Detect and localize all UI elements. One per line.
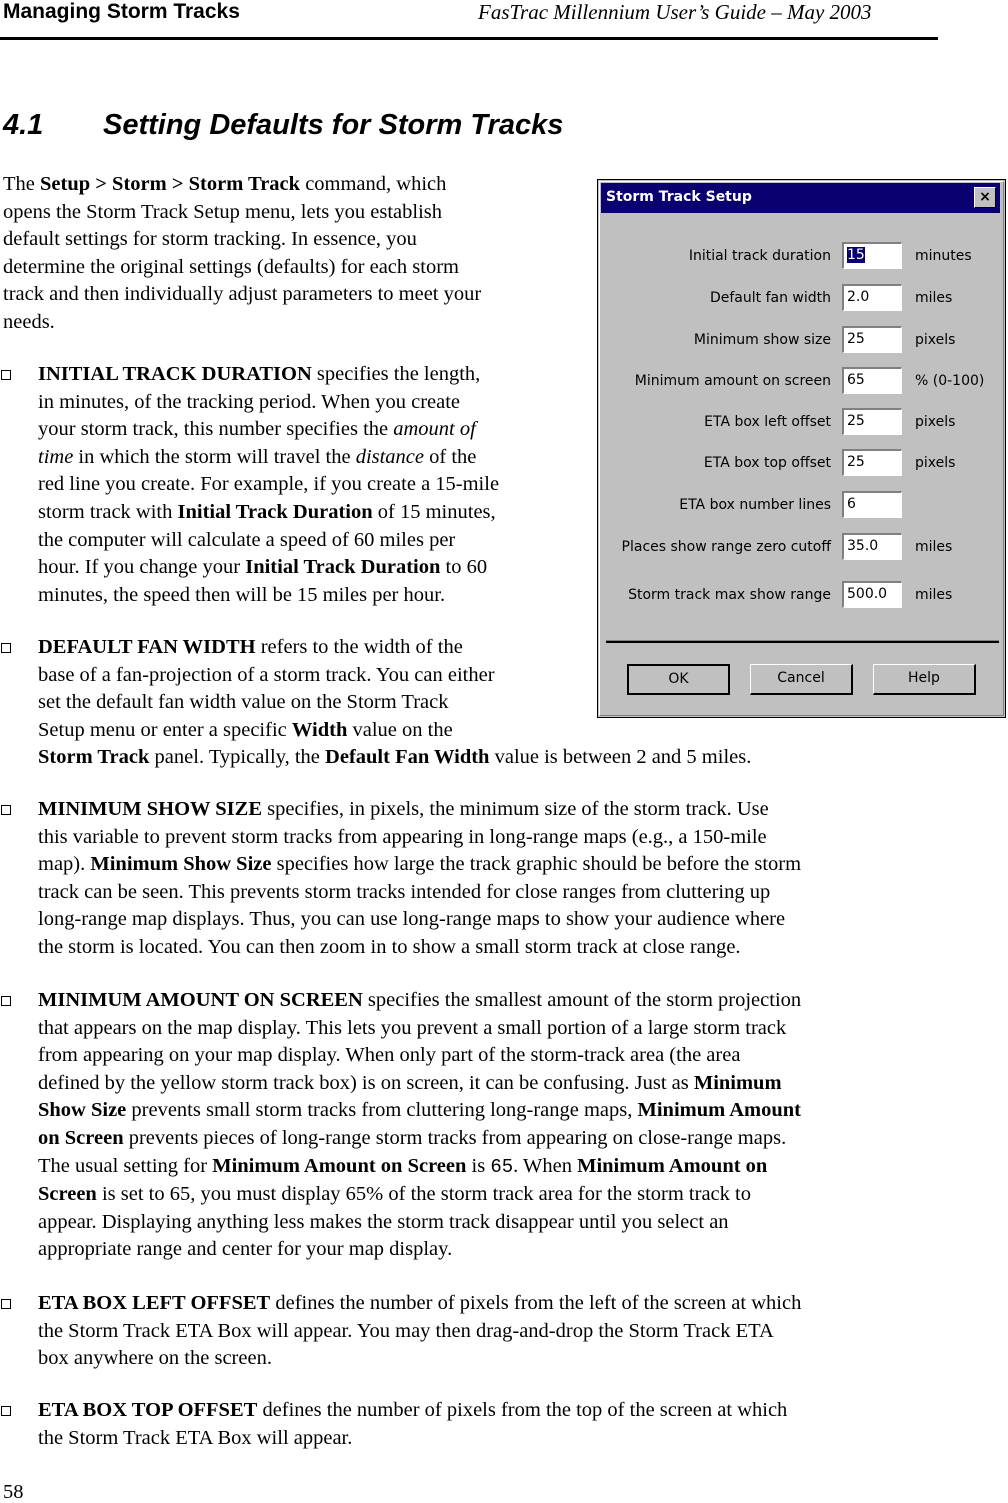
checkbox-bullet-icon: [1, 370, 11, 380]
eta-box-left-offset-input[interactable]: 25: [842, 408, 902, 435]
field-label: Initial track duration: [688, 248, 831, 264]
field-row-minimum-show-size: [598, 326, 1007, 354]
bullet-eta-box-left-offset: ETA BOX LEFT OFFSET defines the number of pixels from the left of the screen at which the Storm Track ETA Box will appear. You may then drag-and-drop the Storm Track ETA box anywhere on the screen.: [38, 1290, 801, 1373]
bullet-default-fan-width: DEFAULT FAN WIDTH refers to the width of the base of a fan-projection of a storm track. You can either set the default fan width value on the Storm Track Setup menu or enter a specific Width value on the Storm Track panel. Typically, the Default Fan Width value is between 2 and 5 miles.: [38, 634, 751, 772]
intro-paragraph: The Setup > Storm > Storm Track command, which opens the Storm Track Setup menu, lets you establish default settings for storm tracking. In essence, you determine the original settings (defaults) for each storm track and then individually adjust parameters to meet your needs.: [3, 173, 482, 333]
field-unit: pixels: [915, 414, 956, 430]
bullet-minimum-show-size: MINIMUM SHOW SIZE specifies, in pixels, the minimum size of the storm track. Use this variable to prevent storm tracks from appearing in long-range maps (e.g., a 150-mile map). Minimum Show Size specifies how large the track graphic should be before the storm track can be seen. This prevents storm tracks intended for close ranges from cluttering up long-range map displays. Thus, you can use long-range maps to show your audience where the storm is located. You can then zoom in to show a small storm track at close range.: [38, 796, 801, 962]
section-number: 4.1: [3, 109, 44, 141]
field-label: Places show range zero cutoff: [621, 539, 831, 555]
initial-track-duration-input[interactable]: 15: [842, 242, 902, 269]
field-label: ETA box number lines: [679, 497, 831, 513]
running-header-guide: FasTrac Millennium User’s Guide – May 2003: [478, 0, 872, 24]
field-row-eta-box-top-offset: [598, 449, 1007, 477]
eta-box-number-lines-input[interactable]: 6: [842, 491, 902, 518]
checkbox-bullet-icon: [1, 1406, 11, 1416]
field-row-initial-track-duration: [598, 242, 1007, 270]
field-unit: % (0-100): [915, 373, 985, 389]
field-label: ETA box left offset: [704, 414, 831, 430]
dialog-title: Storm Track Setup: [606, 189, 752, 205]
minimum-amount-on-screen-input[interactable]: 65: [842, 367, 902, 394]
field-label: ETA box top offset: [703, 455, 831, 471]
eta-box-top-offset-input[interactable]: 25: [842, 449, 902, 476]
ok-button[interactable]: OK: [627, 664, 730, 695]
checkbox-bullet-icon: [1, 643, 11, 653]
field-label: Minimum amount on screen: [634, 373, 831, 389]
field-unit: minutes: [915, 248, 972, 264]
cancel-button[interactable]: Cancel: [750, 664, 853, 695]
dialog-separator-shadow: [606, 641, 999, 643]
bullet-initial-track-duration: INITIAL TRACK DURATION specifies the length, in minutes, of the tracking period. When you create your storm track, this number specifies the amount of time in which the storm will travel the distance of the red line you create. For example, if you create a 15-mile storm track with Initial Track Duration of 15 minutes, the computer will calculate a speed of 60 miles per hour. If you change your Initial Track Duration to 60 minutes, the speed then will be 15 miles per hour.: [38, 361, 499, 609]
running-header-title: Managing Storm Tracks: [3, 0, 240, 23]
checkbox-bullet-icon: [1, 1299, 11, 1309]
field-label: Minimum show size: [693, 332, 831, 348]
header-rule: [0, 37, 938, 40]
field-label: Storm track max show range: [628, 587, 831, 603]
field-row-default-fan-width: [598, 284, 1007, 312]
field-row-eta-box-number-lines: [598, 491, 1007, 519]
close-icon[interactable]: ×: [974, 187, 996, 208]
field-row-minimum-amount-on-screen: [598, 367, 1007, 395]
bullet-eta-box-top-offset: ETA BOX TOP OFFSET defines the number of pixels from the top of the screen at which the Storm Track ETA Box will appear.: [38, 1397, 787, 1452]
checkbox-bullet-icon: [1, 805, 11, 815]
section-heading: [3, 108, 563, 142]
checkbox-bullet-icon: [1, 996, 11, 1006]
field-unit: miles: [915, 539, 953, 555]
field-label: Default fan width: [709, 290, 831, 306]
section-title: Setting Defaults for Storm Tracks: [103, 109, 564, 141]
field-unit: pixels: [915, 332, 956, 348]
default-fan-width-input[interactable]: 2.0: [842, 284, 902, 311]
field-row-storm-track-max-show-range: [598, 581, 1007, 609]
field-row-places-show-range-zero-cutoff: [598, 533, 1007, 561]
storm-track-setup-dialog: [597, 179, 1006, 718]
field-unit: miles: [915, 587, 953, 603]
bullet-minimum-amount-on-screen: MINIMUM AMOUNT ON SCREEN specifies the smallest amount of the storm projection that appears on the map display. This lets you prevent a small portion of a large storm track from appearing on your map display. When only part of the storm-track area (the area defined by the yellow storm track box) is on screen, it can be confusing. Just as Minimum Show Size prevents small storm tracks from cluttering long-range maps, Minimum Amount on Screen prevents pieces of long-range storm tracks from appearing on close-range maps. The usual setting for Minimum Amount on Screen is 65. When Minimum Amount on Screen is set to 65, you must display 65% of the storm track area for the storm track to appear. Displaying anything less makes the storm track disappear until you select an appropriate range and center for your map display.: [38, 987, 801, 1264]
dialog-titlebar: [601, 183, 1000, 213]
field-unit: miles: [915, 290, 953, 306]
places-show-range-zero-cutoff-input[interactable]: 35.0: [842, 533, 902, 560]
page-number: 58: [3, 1481, 24, 1503]
storm-track-max-show-range-input[interactable]: 500.0: [842, 581, 902, 608]
field-unit: pixels: [915, 455, 956, 471]
field-row-eta-box-left-offset: [598, 408, 1007, 436]
help-button[interactable]: Help: [873, 664, 976, 695]
minimum-show-size-input[interactable]: 25: [842, 326, 902, 353]
